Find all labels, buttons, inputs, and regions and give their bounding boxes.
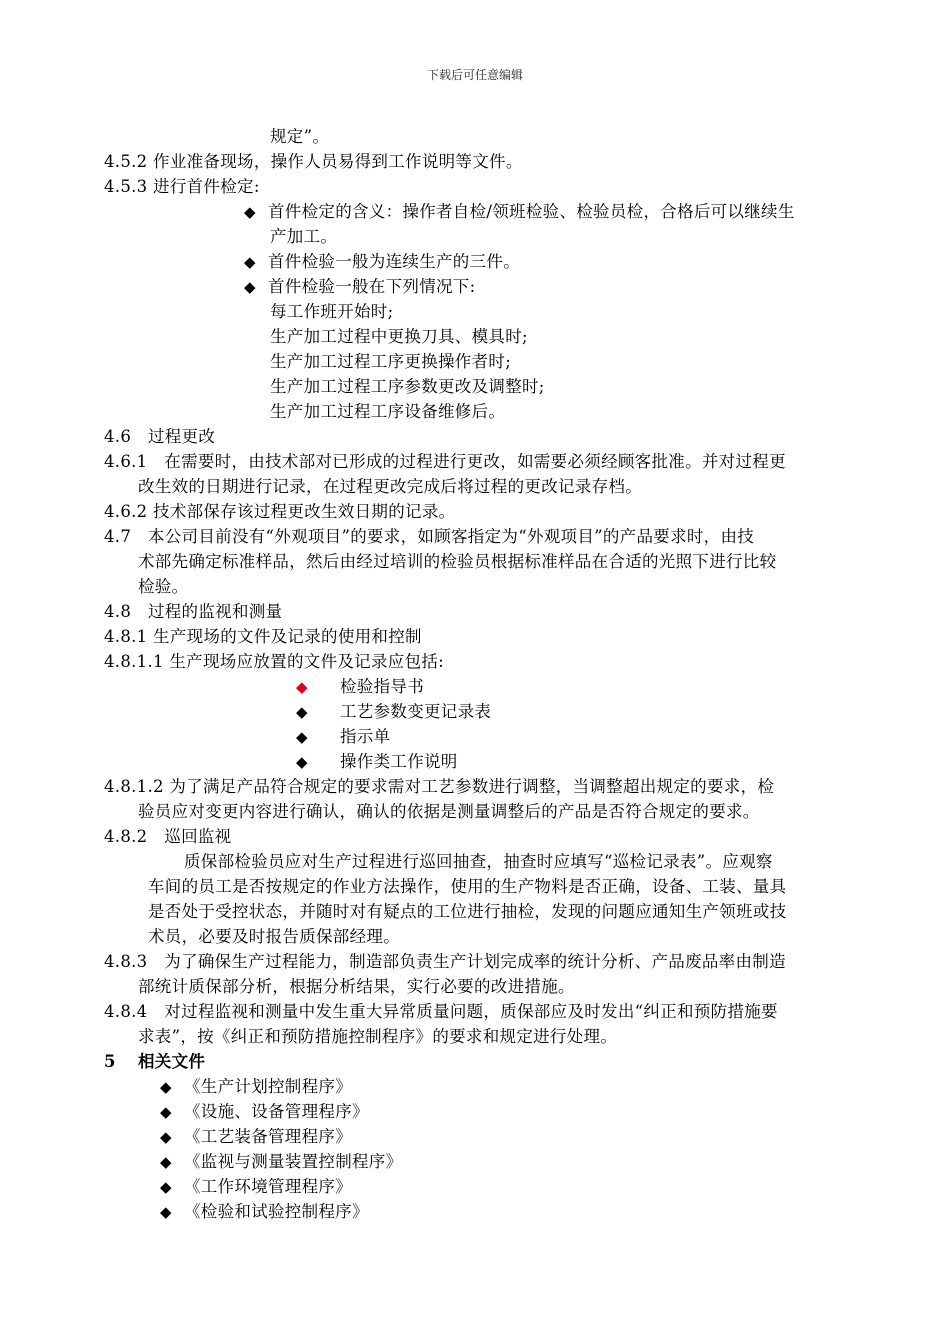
section-4-6-title: 4.6 过程更改 — [104, 427, 216, 446]
clause-4-8-4: 4.8.4 对过程监视和测量中发生重大异常质量问题，质保部应及时发出“纠正和预防措施要 — [104, 1002, 778, 1021]
clause-4-6-1: 4.6.1 在需要时，由技术部对已形成的过程进行更改，如需要必须经顾客批准。并对过程更 — [104, 452, 786, 471]
related-doc-name: 《工艺装备管理程序》 — [184, 1127, 352, 1146]
related-doc-item — [160, 1201, 369, 1223]
related-doc-name: 《监视与测量装置控制程序》 — [184, 1152, 403, 1171]
diamond-bullet-icon: ◆ — [296, 753, 308, 771]
case-line: 生产加工过程工序参数更改及调整时; — [270, 377, 545, 396]
case-line: 生产加工过程工序更换操作者时; — [270, 352, 512, 371]
bullet-continuation: 产加工。 — [270, 227, 338, 246]
patrol-paragraph-line: 术员，必要及时报告质保部经理。 — [148, 927, 400, 946]
doc-name: 操作类工作说明 — [340, 752, 458, 771]
section-4-8-title: 4.8 过程的监视和测量 — [104, 602, 283, 621]
bullet-item — [244, 251, 520, 273]
clause-4-8-1-2-cont: 验员应对变更内容进行确认，确认的依据是测量调整后的产品是否符合规定的要求。 — [138, 802, 760, 821]
related-doc-item — [160, 1176, 352, 1198]
section-5-title: 相关文件 — [138, 1052, 206, 1071]
diamond-bullet-icon: ◆ — [244, 203, 256, 221]
related-doc-name: 《设施、设备管理程序》 — [184, 1102, 369, 1121]
clause-4-8-1-1: 4.8.1.1 生产现场应放置的文件及记录应包括: — [104, 652, 445, 671]
bullet-text: 首件检定的含义：操作者自检/领班检验、检验员检，合格后可以继续生 — [268, 202, 795, 221]
doc-name: 检验指导书 — [340, 677, 424, 696]
doc-name: 工艺参数变更记录表 — [340, 702, 492, 721]
case-line: 生产加工过程中更换刀具、模具时; — [270, 327, 528, 346]
case-line: 每工作班开始时; — [270, 302, 394, 321]
page-header: 下载后可任意编辑 — [426, 68, 523, 82]
diamond-bullet-icon: ◆ — [160, 1153, 172, 1171]
related-doc-name: 《工作环境管理程序》 — [184, 1177, 352, 1196]
diamond-bullet-icon: ◆ — [160, 1178, 172, 1196]
clause-4-5-3-title: 4.5.3 进行首件检定: — [104, 177, 260, 196]
clause-4-7: 4.7 本公司目前没有“外观项目”的要求，如顾客指定为“外观项目”的产品要求时，由技 — [104, 527, 755, 546]
diamond-bullet-icon: ◆ — [296, 728, 308, 746]
diamond-bullet-icon: ◆ — [244, 253, 256, 271]
clause-4-6-1-cont: 改生效的日期进行记录，在过程更改完成后将过程的更改记录存档。 — [138, 477, 642, 496]
doc-list-item — [296, 701, 491, 723]
clause-4-8-3-cont: 部统计质保部分析，根据分析结果，实行必要的改进措施。 — [138, 977, 575, 996]
bullet-item — [244, 276, 475, 298]
clause-4-8-2-title: 4.8.2 巡回监视 — [104, 827, 232, 846]
related-doc-item — [160, 1126, 352, 1148]
clause-4-8-4-cont: 求表”，按《纠正和预防措施控制程序》的要求和规定进行处理。 — [138, 1027, 618, 1046]
patrol-paragraph-line: 是否处于受控状态，并随时对有疑点的工位进行抽检，发现的问题应通知生产领班或技 — [148, 902, 787, 921]
related-doc-name: 《生产计划控制程序》 — [184, 1077, 352, 1096]
doc-name: 指示单 — [340, 727, 391, 746]
related-doc-item — [160, 1101, 369, 1123]
related-doc-name: 《检验和试验控制程序》 — [184, 1202, 369, 1221]
continuation-line: 规定”。 — [270, 127, 330, 146]
red-diamond-bullet-icon: ◆ — [296, 678, 308, 696]
diamond-bullet-icon: ◆ — [160, 1203, 172, 1221]
diamond-bullet-icon: ◆ — [296, 703, 308, 721]
clause-4-7-cont: 术部先确定标准样品，然后由经过培训的检验员根据标准样品在合适的光照下进行比较 — [138, 552, 777, 571]
related-doc-item — [160, 1151, 402, 1173]
diamond-bullet-icon: ◆ — [160, 1103, 172, 1121]
case-line: 生产加工过程工序设备维修后。 — [270, 402, 506, 421]
section-5-number: 5 — [104, 1052, 116, 1071]
bullet-item — [244, 201, 795, 223]
doc-list-item — [296, 751, 458, 773]
diamond-bullet-icon: ◆ — [244, 278, 256, 296]
clause-4-6-2: 4.6.2 技术部保存该过程更改生效日期的记录。 — [104, 502, 456, 521]
clause-4-8-3: 4.8.3 为了确保生产过程能力，制造部负责生产计划完成率的统计分析、产品废品率由制造 — [104, 952, 786, 971]
doc-list-item — [296, 726, 390, 748]
clause-4-5-2: 4.5.2 作业准备现场，操作人员易得到工作说明等文件。 — [104, 152, 523, 171]
related-doc-item — [160, 1076, 352, 1098]
bullet-text: 首件检验一般在下列情况下: — [268, 277, 476, 296]
doc-list-item — [296, 676, 424, 698]
clause-4-8-1: 4.8.1 生产现场的文件及记录的使用和控制 — [104, 627, 422, 646]
bullet-text: 首件检验一般为连续生产的三件。 — [268, 252, 520, 271]
clause-4-7-cont: 检验。 — [138, 577, 189, 596]
clause-4-8-1-2: 4.8.1.2 为了满足产品符合规定的要求需对工艺参数进行调整，当调整超出规定的要求，检 — [104, 777, 775, 796]
diamond-bullet-icon: ◆ — [160, 1078, 172, 1096]
patrol-paragraph-line: 质保部检验员应对生产过程进行巡回抽查，抽查时应填写“巡检记录表”。应观察 — [184, 852, 773, 871]
patrol-paragraph-line: 车间的员工是否按规定的作业方法操作，使用的生产物料是否正确，设备、工装、量具 — [148, 877, 787, 896]
diamond-bullet-icon: ◆ — [160, 1128, 172, 1146]
